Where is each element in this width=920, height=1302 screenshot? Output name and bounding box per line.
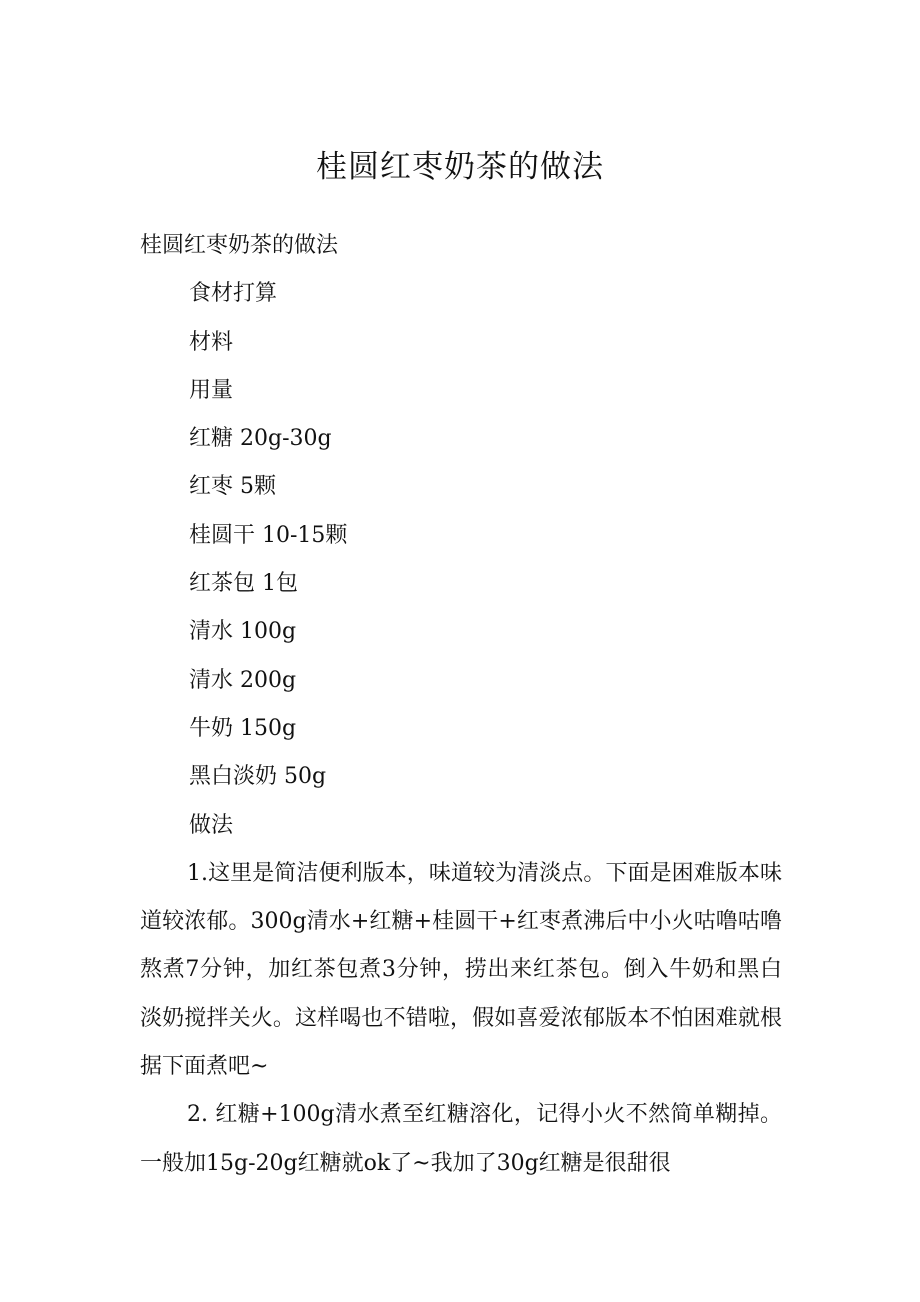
ingredient-item: 红枣 5颗 [189,474,276,500]
document-body [140,222,782,1188]
column-amount: 用量 [189,377,234,403]
ingredient-item: 牛奶 150g [189,715,297,741]
ingredient-item: 桂圆干 10-15颗 [189,522,348,548]
method-step: 1.这里是简洁便利版本，味道较为清淡点。下面是困难版本味道较浓郁。300g清水+红糖+桂圆干+红枣煮沸后中小火咕噜咕噜熬煮7分钟，加红茶包煮3分钟，捞出来红茶包。倒入牛奶和黑白淡奶搅拌关火。这样喝也不错啦，假如喜爱浓郁版本不怕困难就根据下面煮吧~ [140,860,782,1080]
method-heading: 做法 [189,812,234,838]
method-step: 2. 红糖+100g清水煮至红糖溶化，记得小火不然简单糊掉。一般加15g-20g红糖就ok了~我加了30g红糖是很甜很 [140,1102,782,1176]
ingredient-item: 清水 100g [189,619,297,645]
ingredient-item: 红糖 20g-30g [189,426,332,452]
ingredient-item: 红茶包 1包 [189,571,298,597]
ingredients-heading: 食材打算 [189,281,278,307]
ingredient-item: 黑白淡奶 50g [189,764,327,790]
ingredient-item: 清水 200g [189,667,297,693]
column-material: 材料 [189,329,234,355]
subtitle: 桂圆红枣奶茶的做法 [140,233,339,258]
document-title: 桂圆红枣奶茶的做法 [316,149,604,185]
